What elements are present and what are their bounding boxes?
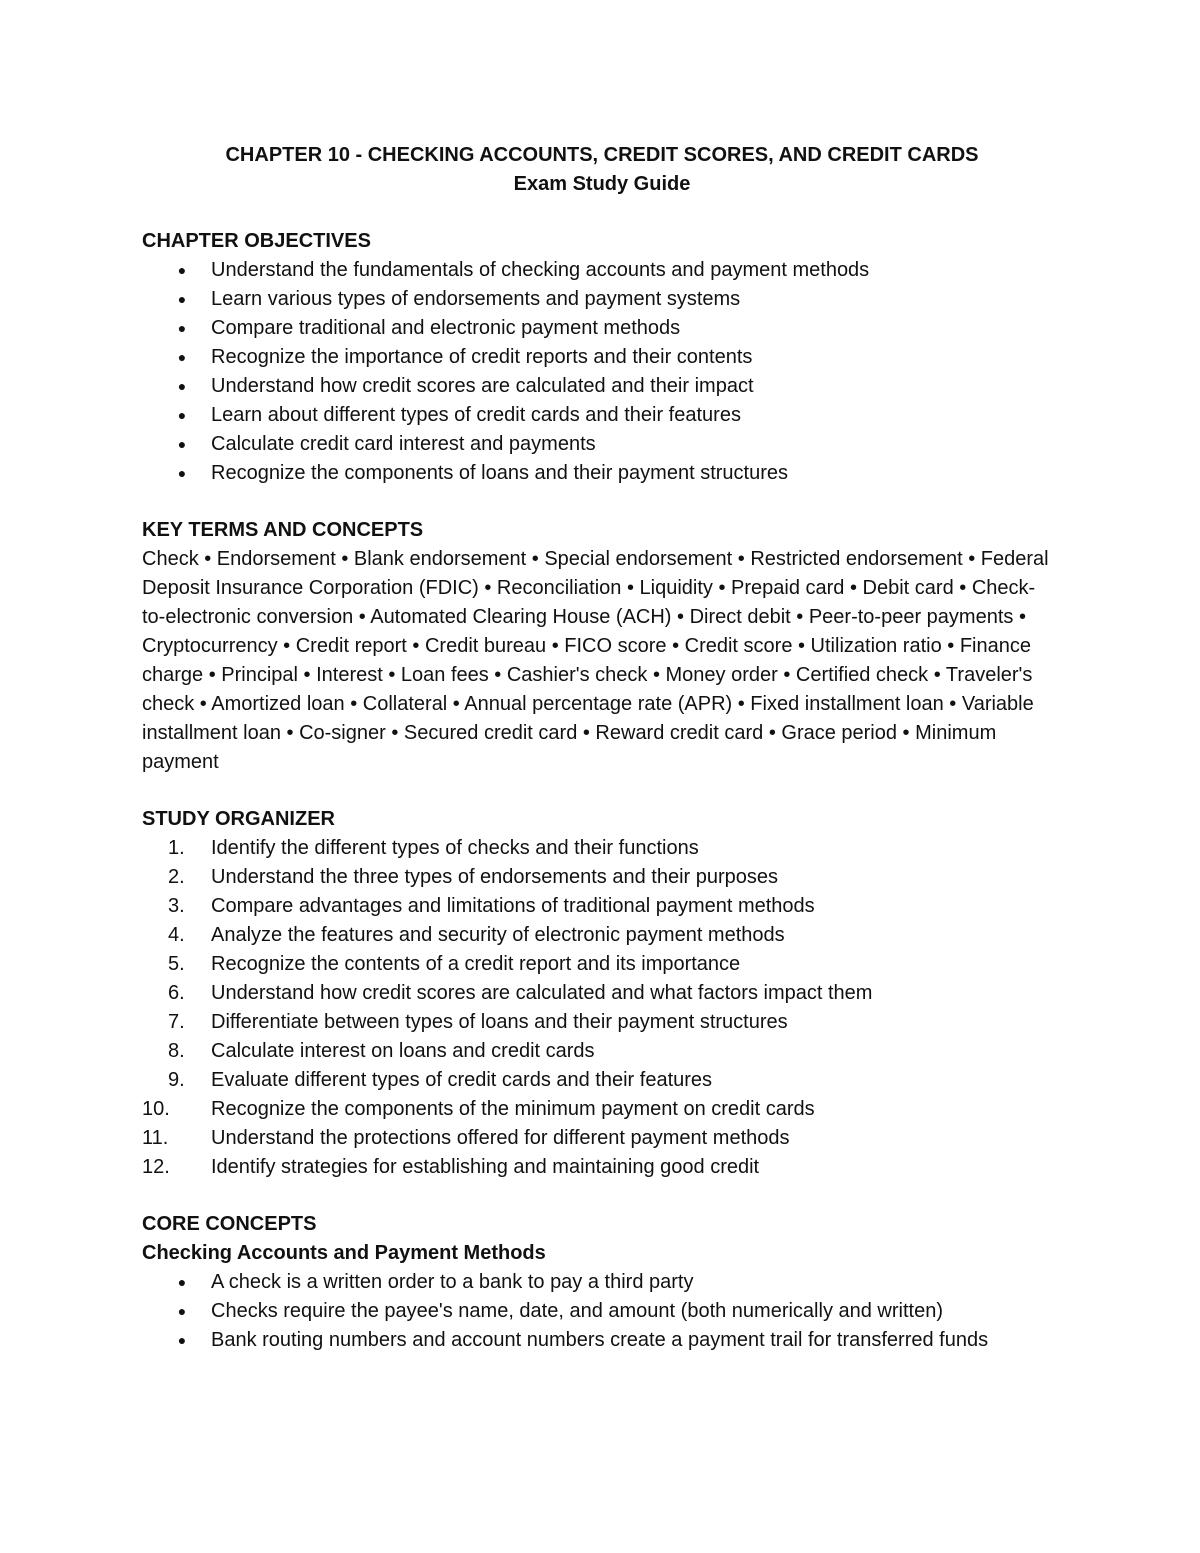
list-item <box>142 979 1062 1008</box>
list-item-text: Understand the three types of endorsements and their purposes <box>211 866 779 888</box>
list-item <box>142 1268 1062 1297</box>
list-item <box>142 285 1062 314</box>
bullet-dot-icon: ● <box>177 378 187 394</box>
list-item <box>142 834 1062 863</box>
document-subtitle: Exam Study Guide <box>513 173 691 195</box>
list-item <box>142 1037 1062 1066</box>
list-item-text: Bank routing numbers and account numbers create a payment trail for transferred funds <box>211 1329 989 1351</box>
document-title: CHAPTER 10 - CHECKING ACCOUNTS, CREDIT SCORES, AND CREDIT CARDS <box>225 144 979 166</box>
bullet-dot-icon: ● <box>177 465 187 481</box>
list-item <box>142 314 1062 343</box>
list-item <box>142 1153 1062 1182</box>
list-item-text: Learn various types of endorsements and payment systems <box>211 288 741 310</box>
list-item-text: Recognize the contents of a credit report and its importance <box>211 953 741 975</box>
list-item-text: Calculate credit card interest and payments <box>211 433 596 455</box>
list-number: 11. <box>142 1127 169 1149</box>
list-item <box>142 430 1062 459</box>
bullet-dot-icon: ● <box>177 291 187 307</box>
list-number: 3. <box>168 895 185 917</box>
list-item <box>142 401 1062 430</box>
bullet-dot-icon: ● <box>177 436 187 452</box>
spacer <box>142 199 1062 227</box>
list-number: 2. <box>168 866 185 888</box>
list-item-text: Differentiate between types of loans and their payment structures <box>211 1011 788 1033</box>
list-item-text: Identify strategies for establishing and maintaining good credit <box>211 1156 760 1178</box>
objectives-heading: CHAPTER OBJECTIVES <box>142 230 371 252</box>
bullet-dot-icon: ● <box>177 1274 187 1290</box>
list-item-text: Evaluate different types of credit cards and their features <box>211 1069 713 1091</box>
list-item-text: Calculate interest on loans and credit cards <box>211 1040 595 1062</box>
core-concepts-subheading: Checking Accounts and Payment Methods <box>142 1242 546 1264</box>
list-item <box>142 950 1062 979</box>
list-item-text: Learn about different types of credit cards and their features <box>211 404 741 426</box>
list-number: 10. <box>142 1098 170 1120</box>
bullet-dot-icon: ● <box>177 1332 187 1348</box>
list-item-text: Compare traditional and electronic payment methods <box>211 317 681 339</box>
list-item-text: A check is a written order to a bank to pay a third party <box>211 1271 694 1293</box>
key-terms-heading: KEY TERMS AND CONCEPTS <box>142 519 424 541</box>
list-item-text: Understand how credit scores are calculated and their impact <box>211 375 754 397</box>
list-item <box>142 1095 1062 1124</box>
core-concepts-list <box>142 1268 1062 1355</box>
list-item-text: Recognize the components of loans and their payment structures <box>211 462 788 484</box>
list-number: 9. <box>168 1069 185 1091</box>
spacer <box>142 777 1062 805</box>
list-number: 4. <box>168 924 185 946</box>
list-item <box>142 863 1062 892</box>
list-item <box>142 459 1062 488</box>
list-item <box>142 1124 1062 1153</box>
list-number: 12. <box>142 1156 170 1178</box>
study-organizer-list <box>142 834 1062 1182</box>
list-item-text: Recognize the importance of credit reports and their contents <box>211 346 753 368</box>
list-item <box>142 372 1062 401</box>
list-item <box>142 1326 1062 1355</box>
list-number: 7. <box>168 1011 185 1033</box>
objectives-list <box>142 256 1062 488</box>
list-number: 6. <box>168 982 185 1004</box>
list-number: 5. <box>168 953 185 975</box>
bullet-dot-icon: ● <box>177 1303 187 1319</box>
list-item-text: Recognize the components of the minimum payment on credit cards <box>211 1098 815 1120</box>
core-concepts-heading: CORE CONCEPTS <box>142 1213 317 1235</box>
list-item <box>142 1297 1062 1326</box>
document-page <box>142 141 1062 1355</box>
list-item <box>142 256 1062 285</box>
bullet-dot-icon: ● <box>177 262 187 278</box>
study-organizer-heading: STUDY ORGANIZER <box>142 808 335 830</box>
list-item-text: Understand the protections offered for different payment methods <box>211 1127 790 1149</box>
list-item <box>142 921 1062 950</box>
list-number: 8. <box>168 1040 185 1062</box>
list-item-text: Understand the fundamentals of checking accounts and payment methods <box>211 259 870 281</box>
bullet-dot-icon: ● <box>177 320 187 336</box>
spacer <box>142 488 1062 516</box>
list-item-text: Compare advantages and limitations of traditional payment methods <box>211 895 815 917</box>
list-item-text: Analyze the features and security of electronic payment methods <box>211 924 785 946</box>
list-item <box>142 343 1062 372</box>
list-item-text: Understand how credit scores are calculated and what factors impact them <box>211 982 873 1004</box>
list-number: 1. <box>168 837 185 859</box>
key-terms-text: Check • Endorsement • Blank endorsement • Special endorsement • Restricted endorsement • Federal Deposit Insurance Corporation (FDIC) • Reconciliation • Liquidity • Prepaid card • Debit card • Check-to-electronic conversion • Automated Clearing House (ACH) • Direct debit • Peer-to-peer payments • Cryptocurrency • Credit report • Credit bureau • FICO score • Credit score • Utilization ratio • Finance charge • Principal • Interest • Loan fees • Cashier's check • Money order • Certified check • Traveler's check • Amortized loan • Collateral • Annual percentage rate (APR) • Fixed installment loan • Variable installment loan • Co-signer • Secured credit card • Reward credit card • Grace period • Minimum payment <box>142 548 1049 773</box>
list-item <box>142 1008 1062 1037</box>
bullet-dot-icon: ● <box>177 349 187 365</box>
bullet-dot-icon: ● <box>177 407 187 423</box>
spacer <box>142 1182 1062 1210</box>
list-item-text: Identify the different types of checks and their functions <box>211 837 699 859</box>
list-item <box>142 892 1062 921</box>
list-item <box>142 1066 1062 1095</box>
list-item-text: Checks require the payee's name, date, and amount (both numerically and written) <box>211 1300 943 1322</box>
